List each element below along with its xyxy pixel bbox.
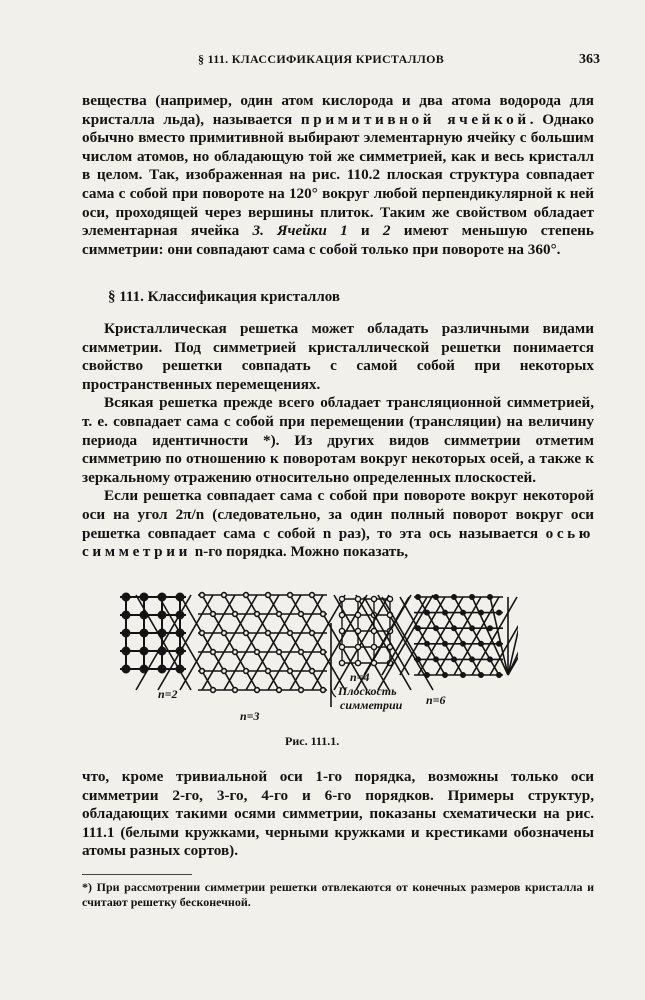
atom-white	[277, 650, 282, 655]
atom-white	[355, 628, 360, 633]
label-n2: n=2	[158, 687, 178, 701]
atom-white	[355, 660, 360, 665]
atom-black	[497, 642, 501, 646]
atom-black	[416, 657, 420, 661]
atom-black	[123, 648, 130, 655]
atom-black	[479, 673, 483, 677]
atom-white	[211, 612, 216, 617]
atom-white	[255, 612, 260, 617]
atom-black	[497, 610, 501, 614]
atom-black	[434, 626, 438, 630]
text-run: вещества (например, один атом кислорода и два атома водорода для кристалла льда), называется	[82, 92, 594, 128]
atom-black	[159, 666, 166, 673]
paragraph-after-figure	[82, 768, 594, 861]
paragraph: что, кроме тривиальной оси 1-го порядка, возможны только оси симметрии 2-го, 3-го, 4-го и 6-го порядков. Примеры структур, обладающих такими осями симметрии, показаны схематически на рис. 111.1 (белыми кружками, черными кружками и крестиками обозначены атомы разных сортов).	[82, 768, 594, 860]
term-primitive-cell: примитивной ячейкой	[300, 110, 530, 128]
atom-white	[277, 612, 282, 617]
text-run: и	[347, 222, 383, 240]
atom-white	[310, 631, 315, 636]
running-header	[80, 52, 600, 72]
atom-white	[299, 612, 304, 617]
atom-black	[123, 666, 130, 673]
atom-white	[355, 596, 360, 601]
atom-white	[255, 650, 260, 655]
atom-black	[141, 630, 148, 637]
atom-white	[371, 628, 376, 633]
atom-white	[266, 669, 271, 674]
atom-black	[443, 673, 447, 677]
atom-white	[310, 593, 315, 598]
atom-white	[233, 612, 238, 617]
lattice-n6	[364, 595, 518, 677]
atom-black	[452, 595, 456, 599]
paragraph	[82, 487, 594, 561]
text-run: Если решетка совпадает сама с собой при повороте вокруг некоторой оси на угол 2π/n (следовательно, за один полный поворот вокруг оси решетка совпадает сама с собой n раз), то эта ось называется	[82, 487, 594, 542]
atom-black	[123, 630, 130, 637]
footnote-divider	[82, 874, 192, 875]
atom-black	[470, 595, 474, 599]
atom-white	[339, 660, 344, 665]
atom-black	[141, 648, 148, 655]
atom-black	[425, 610, 429, 614]
paragraph: Всякая решетка прежде всего обладает трансляционной симметрией, т. е. совпадает сама с собой при перемещении (трансляции) на величину периода идентичности *). Из других видов симметрии отметим симметрию по отношению к поворотам вокруг некоторых осей, а также к зеркальному отражению относительно определенных плоскостей.	[82, 394, 594, 486]
atom-white	[387, 596, 392, 601]
atom-black	[479, 610, 483, 614]
label-n6: n=6	[426, 693, 446, 707]
atom-black	[461, 642, 465, 646]
atom-white	[222, 593, 227, 598]
atom-white	[339, 596, 344, 601]
label-n3: n=3	[240, 709, 260, 723]
atom-white	[266, 593, 271, 598]
text-run: 2	[382, 222, 391, 240]
atom-white	[288, 631, 293, 636]
atom-white	[277, 688, 282, 693]
atom-white	[222, 631, 227, 636]
atom-white	[200, 593, 205, 598]
text-run: 1	[340, 222, 348, 240]
atom-white	[255, 688, 260, 693]
label-n4: n=4	[350, 670, 370, 684]
atom-white	[244, 631, 249, 636]
text-run: 3. Ячейки	[239, 222, 341, 240]
atom-black	[159, 612, 166, 619]
term-symmetry-axis: осью симметрии	[82, 524, 595, 561]
atom-white	[299, 688, 304, 693]
atom-black	[416, 595, 420, 599]
atom-white	[244, 669, 249, 674]
atom-white	[233, 650, 238, 655]
atom-white	[339, 612, 344, 617]
atom-black	[470, 657, 474, 661]
atom-white	[321, 612, 326, 617]
atom-black	[479, 642, 483, 646]
atom-black	[123, 594, 130, 601]
atom-white	[211, 650, 216, 655]
text-run: имеют меньшую степень симметрии: они совпадают сама с собой только при повороте на 360°.	[82, 222, 594, 258]
atom-black	[470, 626, 474, 630]
atom-white	[321, 650, 326, 655]
atom-white	[310, 669, 315, 674]
text-run: . Однако обычно вместо примитивной выбирают элементарную ячейку с большим числом атомов, но обладающую той же симметрией, как и весь кристалл в целом. Так, изображенная на рис. 110.2 плоская структура совпадает сама с собой при повороте на 120° вокруг любой перпендикулярной к ней оси, проходящей через вершины плиток. Таким же свойством обладает элементарная ячейка	[82, 110, 595, 240]
atom-white	[321, 688, 326, 693]
atom-white	[339, 644, 344, 649]
atom-white	[233, 688, 238, 693]
atom-black	[452, 626, 456, 630]
atom-white	[244, 593, 249, 598]
atom-white	[355, 612, 360, 617]
figure-caption: Рис. 111.1.	[285, 734, 340, 748]
atom-black	[416, 626, 420, 630]
atom-black	[434, 657, 438, 661]
atom-black	[434, 595, 438, 599]
text-run: n-го порядка. Можно показать,	[190, 543, 409, 561]
atom-black	[425, 673, 429, 677]
atom-white	[288, 593, 293, 598]
atom-white	[288, 669, 293, 674]
atom-white	[299, 650, 304, 655]
figure-111-1	[118, 585, 518, 725]
atom-white	[371, 644, 376, 649]
atom-black	[497, 673, 501, 677]
atom-black	[443, 642, 447, 646]
atom-black	[488, 626, 492, 630]
footnote: *) При рассмотрении симметрии решетки отвлекаются от конечных размеров кристалла и считают решетку бесконечной.	[82, 880, 594, 909]
atom-black	[443, 610, 447, 614]
atom-white	[222, 669, 227, 674]
atom-white	[266, 631, 271, 636]
atom-black	[461, 610, 465, 614]
atom-white	[371, 596, 376, 601]
page-number: 363	[579, 52, 600, 67]
paragraph-continuation	[82, 92, 594, 259]
paragraph: Кристаллическая решетка может обладать различными видами симметрии. Под симметрией кристаллической решетки понимается свойство решетки совпадать с самой собой при некоторых пространственных перемещениях.	[82, 320, 594, 393]
atom-white	[339, 628, 344, 633]
atom-black	[452, 657, 456, 661]
atom-white	[355, 644, 360, 649]
label-plane-2: симметрии	[340, 698, 403, 712]
atom-black	[461, 673, 465, 677]
atom-white	[200, 631, 205, 636]
atom-black	[123, 612, 130, 619]
atom-black	[141, 594, 148, 601]
atom-black	[425, 642, 429, 646]
atom-white	[211, 688, 216, 693]
label-plane: Плоскость	[338, 684, 397, 698]
running-header-title: § 111. КЛАССИФИКАЦИЯ КРИСТАЛЛОВ	[198, 52, 445, 66]
atom-white	[200, 669, 205, 674]
atom-black	[488, 595, 492, 599]
atom-black	[488, 657, 492, 661]
section-heading: § 111. Классификация кристаллов	[108, 289, 340, 305]
section-body	[82, 320, 594, 562]
